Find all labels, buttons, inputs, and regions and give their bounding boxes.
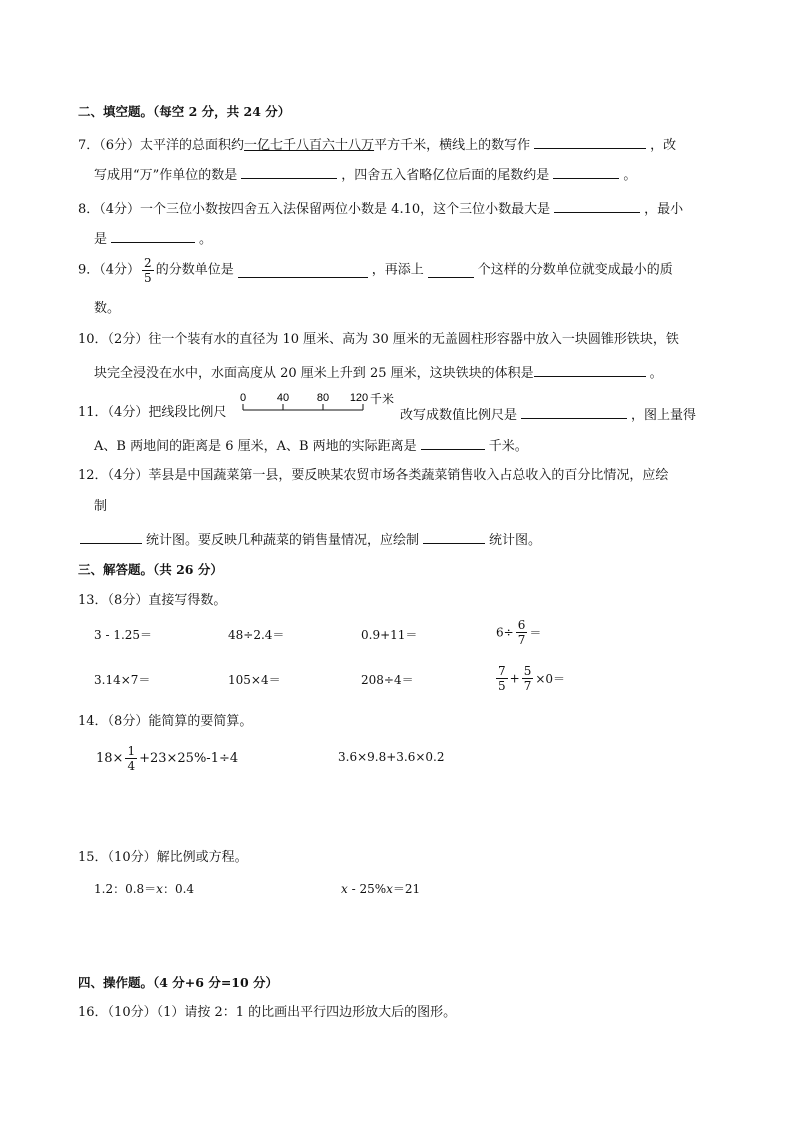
q8-text-d: 。 [199,232,213,247]
q7-blank-1[interactable] [534,134,646,149]
q7-text-d: 写成用“万”作单位的数是 [94,168,238,183]
q14-e1-fraction [125,744,137,773]
q15-expr-2 [341,880,420,897]
q15-e1-a: 1.2：0.8＝ [94,882,157,896]
section-4-title: 四、操作题。（4 分+6 分=10 分） [78,975,279,990]
q12-blank-2[interactable] [423,529,485,544]
q9-blank-count[interactable] [428,263,474,278]
q13-r1c4 [496,618,541,647]
q8-text-b: ，最小 [644,202,684,217]
frac-num: 1 [127,744,136,758]
q7-text-a: 7．（6分）太平洋的总面积约 [78,138,245,153]
q16-title: 16．（10分）（1）请按 2：1 的比画出平行四边形放大后的图形。 [78,1005,457,1020]
q8-blank-min[interactable] [111,228,195,243]
q10-text-b: 。 [649,366,663,381]
q9-line2: 数。 [94,301,121,316]
q12-line1: 12．（4分）莘县是中国蔬菜第一县，要反映某农贸市场各类蔬菜销售收入占总收入的百分比情况，应绘 [78,468,669,483]
q11-text-d: A、B 两地间的距离是 6 厘米，A、B 两地的实际距离是 [94,439,417,454]
q10-line1: 10．（2分）往一个装有水的直径为 10 厘米、高为 30 厘米的无盖圆柱形容器中放入一块圆锥形铁块，铁 [78,332,679,347]
q15-e2-b: ＝21 [392,882,421,896]
q11-scale-bar [238,390,408,424]
q13-r2c2: 105×4＝ [228,673,281,687]
q7-text-e: ，四舍五入省略亿位后面的尾数约是 [341,168,550,183]
q12-line3 [80,529,541,550]
q7-line1 [78,134,676,155]
q8-blank-max[interactable] [554,198,640,213]
q13-r2c1: 3.14×7＝ [94,673,151,687]
q15-e1-b: ：0.4 [162,882,195,896]
q13-r1c4-b: ＝ [529,626,542,640]
q13-r1c4-fraction [516,618,528,647]
q9-line1 [78,256,673,285]
scale-label-120: 120 [349,392,369,404]
q14-expr-1 [96,744,238,773]
q8-line2 [94,228,212,249]
q14-e1-b: +23×25%-1÷4 [139,751,239,766]
q13-r1c1: 3 - 1.25＝ [94,628,153,642]
q9-text-d: 个这样的分数单位就变成最小的质 [477,262,673,278]
scale-label-40: 40 [276,392,290,404]
frac-num: 6 [517,618,526,632]
q12-blank-1[interactable] [80,529,142,544]
q9-text-b: 的分数单位是 [155,262,234,278]
q9-blank-unit[interactable] [238,263,368,278]
q12-text-b: 统计图。 [489,533,542,548]
q7-blank-2[interactable] [241,164,337,179]
q15-e1-x: x [156,882,163,896]
q15-expr-1 [94,880,194,897]
q7-text-b: 平方千米，横线上的数写作 [374,138,531,153]
q11-blank-ratio[interactable] [521,404,627,419]
q12-text-a: 统计图。要反映几种蔬菜的销售量情况，应绘制 [146,533,420,548]
scale-unit: 千米 [370,392,395,406]
frac-num: 7 [498,664,506,678]
q9-text-a: 9．（4分） [78,262,141,278]
scale-label-0: 0 [239,392,247,404]
frac-den: 7 [517,633,526,647]
q13-title: 13．（8分）直接写得数。 [78,593,227,608]
q15-e2-x1: x [341,882,348,896]
q15-e2-x2: x [386,882,393,896]
q8-line1 [78,198,683,219]
q7-text-c: ，改 [650,138,677,153]
q7-blank-3[interactable] [553,164,619,179]
frac-den: 5 [498,679,506,693]
q13-r2c4-b: ×0＝ [535,672,566,686]
q13-r1c2: 48÷2.4＝ [228,628,285,642]
q13-r1c4-a: 6÷ [496,625,514,640]
q11-line2 [94,435,528,456]
q15-title: 15．（10分）解比例或方程。 [78,850,248,865]
q14-expr-2: 3.6×9.8+3.6×0.2 [338,750,445,764]
frac-den: 4 [127,759,136,773]
q13-r2c4-plus: + [509,671,520,686]
q15-e2-mid: - 25% [347,882,387,896]
q7-line2 [94,164,636,185]
q8-text-c: 是 [94,232,108,247]
q10-blank-volume[interactable] [534,362,646,377]
section-2-title: 二、填空题。（每空 2 分，共 24 分） [78,104,291,119]
q14-e1-a: 18× [96,751,124,766]
q13-r1c3: 0.9+11＝ [361,628,418,642]
scale-label-80: 80 [316,392,330,404]
q7-text-f: 。 [623,168,637,183]
q13-r2c3: 208÷4＝ [361,673,414,687]
q11-line1-rest [400,404,696,425]
q11-blank-distance[interactable] [421,435,485,450]
q12-line2: 制 [94,499,108,514]
section-3-title: 三、解答题。（共 26 分） [78,562,223,577]
q11-text-b: 改写成数值比例尺是 [400,408,518,423]
frac-den: 7 [523,679,532,693]
q14-title: 14．（8分）能简算的要简算。 [78,714,253,729]
q11-text-a: 11．（4分）把线段比例尺 [78,405,227,420]
q13-r2c4 [494,664,565,693]
q9-frac-den: 5 [144,271,152,285]
q11-text-e: 千米。 [488,439,528,454]
q11-text-c: ，图上量得 [631,408,697,423]
q10-line2 [94,362,663,383]
q9-text-c: ，再添上 [371,262,424,278]
q7-underlined-number: 一亿七千八百六十八万 [244,138,375,153]
q10-text-a: 块完全浸没在水中，水面高度从 20 厘米上升到 25 厘米，这块铁块的体积是 [94,366,534,381]
q9-fraction [142,256,154,285]
q8-text-a: 8．（4分）一个三位小数按四舍五入法保留两位小数是 4.10，这个三位小数最大是 [78,202,551,217]
q13-r2c4-frac1 [496,664,508,693]
q13-r2c4-frac2 [522,664,534,693]
frac-num: 5 [523,664,532,678]
q9-frac-num: 2 [144,256,152,270]
